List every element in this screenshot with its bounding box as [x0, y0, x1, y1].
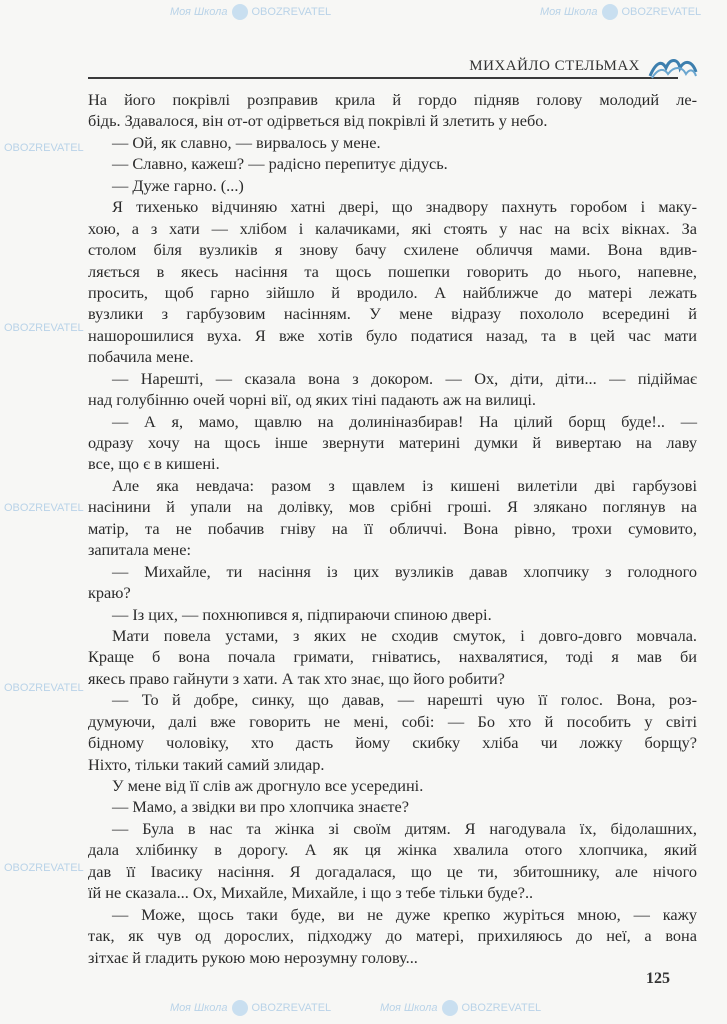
- text-line: краю?: [88, 583, 131, 603]
- text-body: [88, 89, 697, 968]
- text-line: запитала мене:: [88, 540, 191, 560]
- text-line: нашорошилися вуха. Я вже хотів було податися назад, та в цей час мати: [88, 325, 697, 345]
- watermark: [170, 4, 331, 20]
- paragraph: [88, 625, 697, 689]
- watermark-brand-text: OBOZREVATEL: [4, 502, 84, 514]
- text-line: якесь право гайнути з хати. А так хто знає, що його робити?: [88, 668, 505, 688]
- text-line: просить, щоб гарно зійшло й вродило. А найближче до матері лежать: [88, 282, 697, 302]
- watermark: [170, 1000, 331, 1016]
- text-line: ляється в якесь насіння та щось пошепки говорить до нього, напевне,: [88, 261, 697, 281]
- watermark: [4, 860, 84, 876]
- text-line: — А я, мамо, щавлю на долиніназбирав! На цілий борщ буде!.. —: [112, 411, 697, 431]
- watermark-brand-text: OBOZREVATEL: [621, 6, 702, 18]
- watermark-logo-icon: [442, 1000, 458, 1016]
- watermark-logo-icon: [602, 4, 618, 20]
- watermark-brand-text: OBOZREVATEL: [461, 1002, 542, 1014]
- text-line: — Була в нас та жінка зі своїм дитям. Я нагодувала їх, бідолашних,: [112, 818, 697, 838]
- paragraph: [88, 175, 697, 196]
- watermark-brand-text: OBOZREVATEL: [4, 862, 84, 874]
- paragraph: [88, 368, 697, 411]
- paragraph: [88, 818, 697, 904]
- text-line: На його покрівлі розправив крила й гордо підняв голову молодий ле-: [88, 90, 697, 109]
- watermark: [4, 320, 84, 336]
- text-line: — Мамо, а звідки ви про хлопчика знаєте?: [112, 797, 409, 817]
- waves-ornament-icon: [648, 54, 698, 80]
- text-line: Краще б вона почала гримати, гніватись, нахвалятися, тоді я мав би: [88, 647, 697, 667]
- text-line: — Із цих, — похнюпився я, підпираючи спиною двері.: [112, 604, 492, 624]
- text-line: бідному чоловіку, хто дасть йому скибку хліба чи ложку борщу?: [88, 733, 697, 753]
- watermark: [540, 4, 701, 20]
- paragraph: [88, 604, 697, 625]
- text-line: зітхає й гладить рукою мою нерозумну голову...: [88, 947, 418, 967]
- text-line: дала хлібинку в дорогу. А як ця жінка хвалила отого хлопчика, який: [88, 840, 697, 860]
- text-line: все, що є в кишені.: [88, 454, 220, 474]
- text-line: думуючи, далі вже говорить не мені, собі: — Бо хто й пособить у світі: [88, 711, 697, 731]
- watermark-brand-text: OBOZREVATEL: [4, 322, 84, 334]
- paragraph: [88, 775, 697, 796]
- paragraph: [88, 153, 697, 174]
- text-line: дав її Івасику насіння. Я догадалася, що це ти, збитошнику, але нічого: [88, 861, 697, 881]
- text-line: Я тихенько відчиняю хатні двері, що знадвору пахнуть горобом і маку-: [112, 197, 697, 217]
- text-line: — Дуже гарно. (...): [112, 175, 244, 195]
- text-line: їй не сказала... Ох, Михайле, Михайле, і що з тебе тільки буде?..: [88, 883, 534, 903]
- text-line: — Нарешті, — сказала вона з докором. — Ох, діти, діти... — підіймає: [112, 368, 697, 388]
- watermark-school-text: Моя Школа: [170, 1002, 228, 1014]
- paragraph: [88, 689, 697, 775]
- watermark-logo-icon: [232, 1000, 248, 1016]
- paragraph: [88, 89, 697, 132]
- watermark-brand-text: OBOZREVATEL: [251, 6, 332, 18]
- text-line: так, як чув од дорослих, підходжу до матері, прихиляюсь до неї, а вона: [88, 926, 697, 946]
- page-number: 125: [646, 970, 670, 987]
- header-rule: [88, 77, 678, 79]
- watermark: [380, 1000, 541, 1016]
- text-line: хою, а з хати — хлібом і калачиками, які стоять у нас на всіх вікнах. За: [88, 218, 697, 238]
- text-line: столом біля вузликів я знову бачу схилене обличчя мами. Вона вдив-: [88, 240, 697, 260]
- text-line: У мене від її слів аж дрогнуло все усередині.: [112, 776, 424, 795]
- paragraph: [88, 411, 697, 475]
- watermark-brand-text: OBOZREVATEL: [251, 1002, 332, 1014]
- watermark: [4, 500, 84, 516]
- text-line: побачила мене.: [88, 347, 194, 367]
- text-line: — Може, щось таки буде, ви не дуже крепко журіться мною, — кажу: [112, 904, 697, 924]
- watermark-logo-icon: [232, 4, 248, 20]
- watermark: [4, 680, 84, 696]
- watermark-school-text: Моя Школа: [540, 6, 598, 18]
- text-line: — Ой, як славно, — вирвалось у мене.: [112, 132, 381, 152]
- text-line: Мати повела устами, з яких не сходив смуток, і довго-довго мовчала.: [112, 625, 697, 645]
- text-line: — То й добре, синку, що давав, — нарешті чую її голос. Вона, роз-: [112, 690, 697, 710]
- paragraph: [88, 475, 697, 561]
- paragraph: [88, 796, 697, 817]
- watermark-brand-text: OBOZREVATEL: [4, 142, 84, 154]
- text-line: — Михайле, ти насіння із цих вузликів давав хлопчику з голодного: [112, 561, 697, 581]
- text-line: одразу хочу на щось інше звернути материні думки й вивертаю на лаву: [88, 433, 697, 452]
- paragraph: [88, 132, 697, 153]
- text-line: насінини й упали на долівку, мов срібні гроші. Я злякано поглянув на: [88, 497, 697, 517]
- text-line: — Славно, кажеш? — радісно перепитує дідусь.: [112, 154, 448, 174]
- paragraph: [88, 196, 697, 368]
- text-line: над голубінню очей чорні вії, од яких тіні падають аж на вилиці.: [88, 390, 536, 410]
- author-name: МИХАЙЛО СТЕЛЬМАХ: [469, 58, 640, 74]
- watermark-school-text: Моя Школа: [380, 1002, 438, 1014]
- paragraph: [88, 561, 697, 604]
- text-line: Ніхто, тільки такий самий злидар.: [88, 754, 325, 774]
- text-line: вузлики з гарбузовим насінням. У мене відразу похололо всередині й: [88, 304, 697, 324]
- watermark: [4, 140, 84, 156]
- watermark-brand-text: OBOZREVATEL: [4, 682, 84, 694]
- text-line: бідь. Здавалося, він от-от одірветься від покрівлі й злетить у небо.: [88, 111, 548, 131]
- text-line: матір, та не побачив гніву на її обличчі. Вона рівно, трохи сумовито,: [88, 518, 697, 538]
- running-header: [88, 52, 698, 78]
- paragraph: [88, 904, 697, 968]
- text-line: Але яка невдача: разом з щавлем із кишені вилетіли дві гарбузові: [112, 475, 697, 495]
- watermark-school-text: Моя Школа: [170, 6, 228, 18]
